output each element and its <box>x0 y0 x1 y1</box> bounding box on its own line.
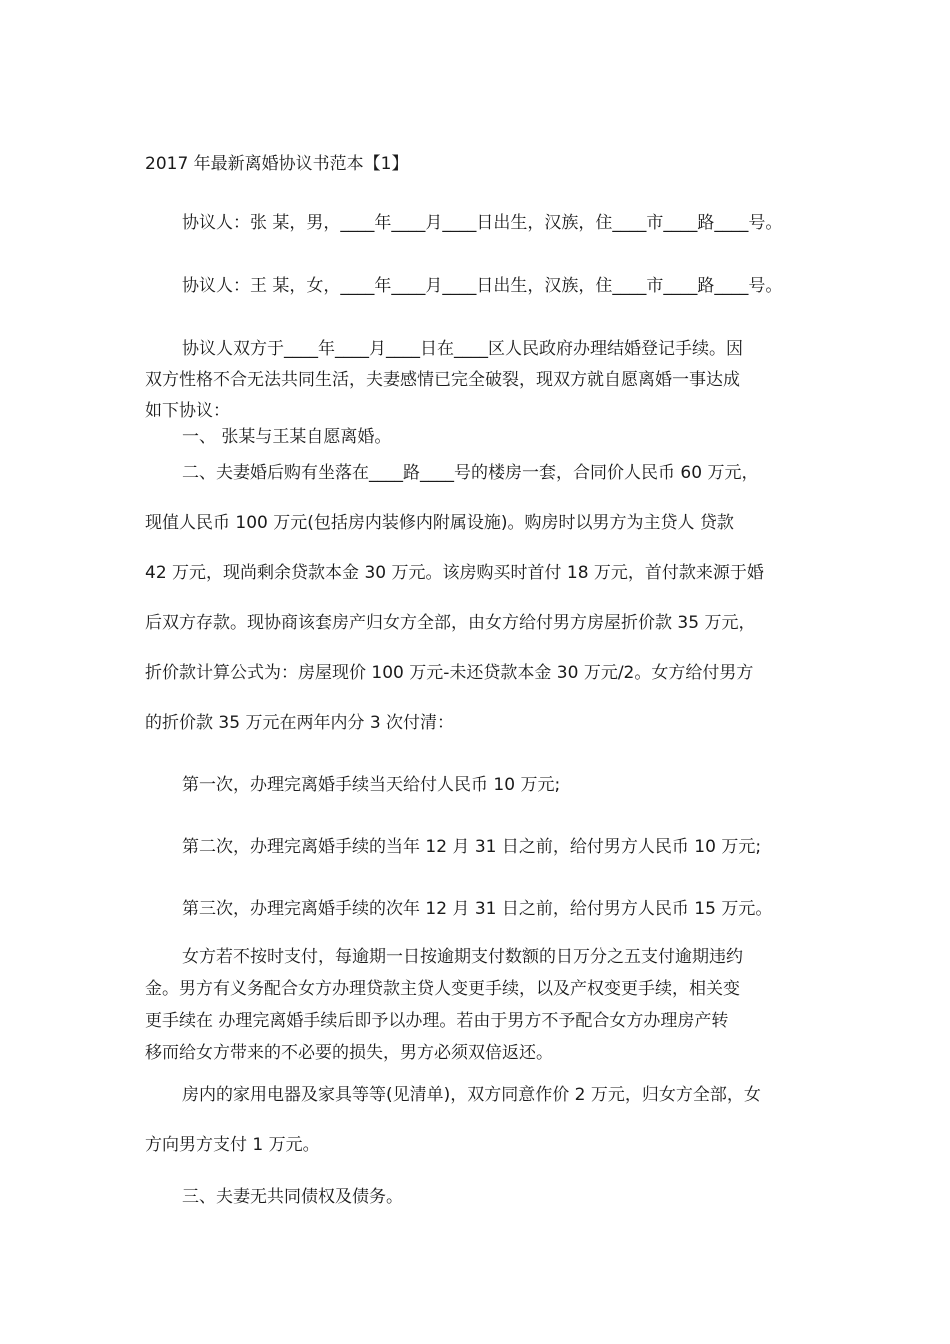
paragraph-line: 协议人：王 某，女，____年____月____日出生，汉族，住____市____路____号。 <box>182 276 783 296</box>
paragraph-line: 现值人民币 100 万元(包括房内装修内附属设施)。购房时以男方为主贷人 贷款 <box>145 513 734 533</box>
paragraph-line: 二、夫妻婚后购有坐落在____路____号的楼房一套，合同价人民币 60 万元， <box>182 463 759 483</box>
paragraph-line: 42 万元，现尚剩余贷款本金 30 万元。该房购买时首付 18 万元，首付款来源于婚 <box>145 563 764 583</box>
paragraph-line: 三、夫妻无共同债权及债务。 <box>182 1187 403 1207</box>
paragraph-line: 协议人双方于____年____月____日在____区人民政府办理结婚登记手续。因 <box>182 339 743 359</box>
paragraph-line: 后双方存款。现协商该套房产归女方全部，由女方给付男方房屋折价款 35 万元， <box>145 613 756 633</box>
paragraph-line: 女方若不按时支付，每逾期一日按逾期支付数额的日万分之五支付逾期违约 <box>182 947 743 967</box>
paragraph-line: 第三次，办理完离婚手续的次年 12 月 31 日之前，给付男方人民币 15 万元。 <box>182 899 773 919</box>
paragraph-line: 如下协议： <box>145 401 230 421</box>
paragraph-line: 房内的家用电器及家具等等(见清单)，双方同意作价 2 万元，归女方全部，女 <box>182 1085 761 1105</box>
paragraph-line: 折价款计算公式为：房屋现价 100 万元-未还贷款本金 30 万元/2。女方给付男方 <box>145 663 754 683</box>
paragraph-line: 协议人：张 某，男，____年____月____日出生，汉族，住____市____路____号。 <box>182 213 783 233</box>
document-title: 2017 年最新离婚协议书范本【1】 <box>145 154 409 174</box>
paragraph-line: 第一次，办理完离婚手续当天给付人民币 10 万元; <box>182 775 561 795</box>
paragraph-line: 第二次，办理完离婚手续的当年 12 月 31 日之前，给付男方人民币 10 万元; <box>182 837 762 857</box>
paragraph-line: 的折价款 35 万元在两年内分 3 次付清： <box>145 713 455 733</box>
paragraph-line: 一、 张某与王某自愿离婚。 <box>182 427 392 447</box>
paragraph-line: 金。男方有义务配合女方办理贷款主贷人变更手续，以及产权变更手续，相关变 <box>145 979 740 999</box>
paragraph-line: 双方性格不合无法共同生活，夫妻感情已完全破裂，现双方就自愿离婚一事达成 <box>145 370 740 390</box>
paragraph-line: 更手续在 办理完离婚手续后即予以办理。若由于男方不予配合女方办理房产转 <box>145 1011 729 1031</box>
paragraph-line: 方向男方支付 1 万元。 <box>145 1135 320 1155</box>
paragraph-line: 移而给女方带来的不必要的损失，男方必须双倍返还。 <box>145 1043 553 1063</box>
